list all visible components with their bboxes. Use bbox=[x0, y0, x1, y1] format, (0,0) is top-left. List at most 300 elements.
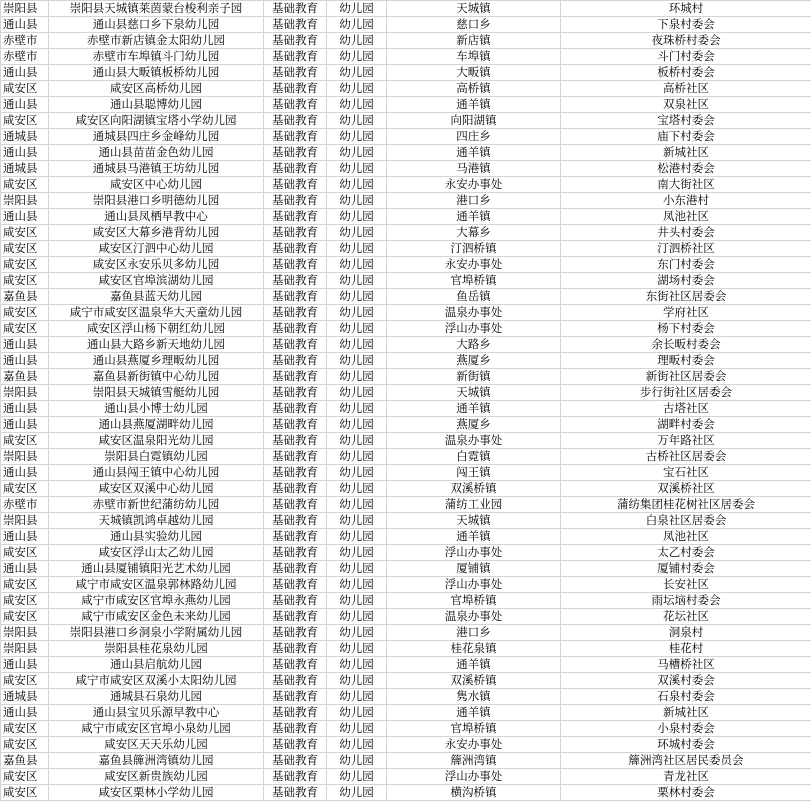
cell-school-name[interactable]: 通城县石泉幼儿园 bbox=[49, 689, 264, 705]
cell-school-name[interactable]: 通山县燕厦湖畔幼儿园 bbox=[49, 417, 264, 433]
cell-community[interactable]: 花坛社区 bbox=[561, 609, 811, 625]
cell-category[interactable]: 基础教育 bbox=[264, 337, 327, 353]
cell-category[interactable]: 基础教育 bbox=[264, 529, 327, 545]
cell-town[interactable]: 浮山办事处 bbox=[387, 321, 561, 337]
cell-community[interactable]: 新城社区 bbox=[561, 705, 811, 721]
cell-school-type[interactable]: 幼儿园 bbox=[327, 209, 387, 225]
cell-school-name[interactable]: 咸安区天天乐幼儿园 bbox=[49, 737, 264, 753]
cell-town[interactable]: 浮山办事处 bbox=[387, 577, 561, 593]
cell-town[interactable]: 车埠镇 bbox=[387, 49, 561, 65]
cell-county[interactable]: 咸安区 bbox=[1, 225, 49, 241]
cell-school-name[interactable]: 咸宁市咸安区温泉华大天童幼儿园 bbox=[49, 305, 264, 321]
cell-school-type[interactable]: 幼儿园 bbox=[327, 257, 387, 273]
cell-county[interactable]: 崇阳县 bbox=[1, 641, 49, 657]
cell-community[interactable]: 栗林村委会 bbox=[561, 785, 811, 801]
cell-community[interactable]: 汀泗桥社区 bbox=[561, 241, 811, 257]
cell-school-name[interactable]: 咸安区中心幼儿园 bbox=[49, 177, 264, 193]
cell-school-type[interactable]: 幼儿园 bbox=[327, 241, 387, 257]
cell-community[interactable]: 双溪村委会 bbox=[561, 673, 811, 689]
cell-county[interactable]: 通山县 bbox=[1, 17, 49, 33]
cell-category[interactable]: 基础教育 bbox=[264, 545, 327, 561]
cell-town[interactable]: 温泉办事处 bbox=[387, 305, 561, 321]
cell-school-type[interactable]: 幼儿园 bbox=[327, 113, 387, 129]
cell-category[interactable]: 基础教育 bbox=[264, 577, 327, 593]
cell-town[interactable]: 官埠桥镇 bbox=[387, 593, 561, 609]
cell-school-type[interactable]: 幼儿园 bbox=[327, 465, 387, 481]
cell-school-type[interactable]: 幼儿园 bbox=[327, 369, 387, 385]
cell-school-type[interactable]: 幼儿园 bbox=[327, 337, 387, 353]
cell-school-name[interactable]: 咸安区温泉阳光幼儿园 bbox=[49, 433, 264, 449]
cell-community[interactable]: 庙下村委会 bbox=[561, 129, 811, 145]
cell-category[interactable]: 基础教育 bbox=[264, 433, 327, 449]
cell-town[interactable]: 港口乡 bbox=[387, 193, 561, 209]
cell-community[interactable]: 南大街社区 bbox=[561, 177, 811, 193]
cell-county[interactable]: 通山县 bbox=[1, 65, 49, 81]
cell-town[interactable]: 向阳湖镇 bbox=[387, 113, 561, 129]
cell-town[interactable]: 燕厦乡 bbox=[387, 417, 561, 433]
cell-town[interactable]: 新店镇 bbox=[387, 33, 561, 49]
cell-school-type[interactable]: 幼儿园 bbox=[327, 17, 387, 33]
cell-school-name[interactable]: 咸宁市咸安区温泉郭林路幼儿园 bbox=[49, 577, 264, 593]
cell-category[interactable]: 基础教育 bbox=[264, 321, 327, 337]
cell-county[interactable]: 嘉鱼县 bbox=[1, 289, 49, 305]
cell-category[interactable]: 基础教育 bbox=[264, 689, 327, 705]
cell-category[interactable]: 基础教育 bbox=[264, 273, 327, 289]
cell-category[interactable]: 基础教育 bbox=[264, 161, 327, 177]
cell-category[interactable]: 基础教育 bbox=[264, 401, 327, 417]
cell-town[interactable]: 双溪桥镇 bbox=[387, 481, 561, 497]
cell-county[interactable]: 咸安区 bbox=[1, 433, 49, 449]
cell-town[interactable]: 马港镇 bbox=[387, 161, 561, 177]
cell-town[interactable]: 白霓镇 bbox=[387, 449, 561, 465]
cell-county[interactable]: 咸安区 bbox=[1, 721, 49, 737]
cell-community[interactable]: 厦铺村委会 bbox=[561, 561, 811, 577]
cell-school-name[interactable]: 通山县大畈镇板桥幼儿园 bbox=[49, 65, 264, 81]
cell-category[interactable]: 基础教育 bbox=[264, 561, 327, 577]
cell-town[interactable]: 温泉办事处 bbox=[387, 609, 561, 625]
cell-town[interactable]: 新街镇 bbox=[387, 369, 561, 385]
cell-school-name[interactable]: 崇阳县港口乡洞泉小学附属幼儿园 bbox=[49, 625, 264, 641]
cell-category[interactable]: 基础教育 bbox=[264, 769, 327, 785]
cell-school-type[interactable]: 幼儿园 bbox=[327, 481, 387, 497]
cell-town[interactable]: 通羊镇 bbox=[387, 529, 561, 545]
cell-town[interactable]: 官埠桥镇 bbox=[387, 721, 561, 737]
cell-school-name[interactable]: 通山县闯王镇中心幼儿园 bbox=[49, 465, 264, 481]
cell-school-name[interactable]: 崇阳县天城镇莱茵蒙台梭利亲子园 bbox=[49, 1, 264, 17]
cell-town[interactable]: 慈口乡 bbox=[387, 17, 561, 33]
cell-county[interactable]: 咸安区 bbox=[1, 241, 49, 257]
cell-school-type[interactable]: 幼儿园 bbox=[327, 545, 387, 561]
cell-county[interactable]: 通山县 bbox=[1, 529, 49, 545]
cell-school-name[interactable]: 咸安区浮山太乙幼儿园 bbox=[49, 545, 264, 561]
cell-school-name[interactable]: 咸宁市咸安区金色未来幼儿园 bbox=[49, 609, 264, 625]
cell-county[interactable]: 咸安区 bbox=[1, 609, 49, 625]
cell-category[interactable]: 基础教育 bbox=[264, 497, 327, 513]
cell-school-type[interactable]: 幼儿园 bbox=[327, 529, 387, 545]
cell-county[interactable]: 咸安区 bbox=[1, 257, 49, 273]
cell-school-name[interactable]: 咸宁市咸安区官埠永燕幼儿园 bbox=[49, 593, 264, 609]
cell-county[interactable]: 咸安区 bbox=[1, 545, 49, 561]
cell-category[interactable]: 基础教育 bbox=[264, 593, 327, 609]
cell-county[interactable]: 咸安区 bbox=[1, 321, 49, 337]
cell-school-name[interactable]: 咸安区向阳湖镇宝塔小学幼儿园 bbox=[49, 113, 264, 129]
cell-community[interactable]: 桂花村 bbox=[561, 641, 811, 657]
cell-category[interactable]: 基础教育 bbox=[264, 737, 327, 753]
cell-category[interactable]: 基础教育 bbox=[264, 785, 327, 801]
cell-community[interactable]: 湖场村委会 bbox=[561, 273, 811, 289]
cell-county[interactable]: 通城县 bbox=[1, 129, 49, 145]
cell-county[interactable]: 赤壁市 bbox=[1, 497, 49, 513]
cell-town[interactable]: 通羊镇 bbox=[387, 145, 561, 161]
cell-category[interactable]: 基础教育 bbox=[264, 353, 327, 369]
cell-town[interactable]: 通羊镇 bbox=[387, 209, 561, 225]
cell-community[interactable]: 环城村 bbox=[561, 1, 811, 17]
cell-county[interactable]: 崇阳县 bbox=[1, 625, 49, 641]
cell-category[interactable]: 基础教育 bbox=[264, 177, 327, 193]
cell-school-type[interactable]: 幼儿园 bbox=[327, 321, 387, 337]
cell-community[interactable]: 新街社区居委会 bbox=[561, 369, 811, 385]
cell-school-type[interactable]: 幼儿园 bbox=[327, 289, 387, 305]
cell-town[interactable]: 高桥镇 bbox=[387, 81, 561, 97]
cell-school-name[interactable]: 咸宁市咸安区双溪小太阳幼儿园 bbox=[49, 673, 264, 689]
cell-category[interactable]: 基础教育 bbox=[264, 241, 327, 257]
cell-school-name[interactable]: 赤壁市新店镇金太阳幼儿园 bbox=[49, 33, 264, 49]
cell-county[interactable]: 崇阳县 bbox=[1, 449, 49, 465]
cell-community[interactable]: 学府社区 bbox=[561, 305, 811, 321]
cell-county[interactable]: 咸安区 bbox=[1, 305, 49, 321]
cell-category[interactable]: 基础教育 bbox=[264, 305, 327, 321]
cell-school-name[interactable]: 通山县大路乡新天地幼儿园 bbox=[49, 337, 264, 353]
cell-category[interactable]: 基础教育 bbox=[264, 609, 327, 625]
cell-town[interactable]: 四庄乡 bbox=[387, 129, 561, 145]
cell-county[interactable]: 咸安区 bbox=[1, 593, 49, 609]
cell-county[interactable]: 咸安区 bbox=[1, 113, 49, 129]
cell-community[interactable]: 石泉村委会 bbox=[561, 689, 811, 705]
cell-school-name[interactable]: 通山县小博士幼儿园 bbox=[49, 401, 264, 417]
cell-community[interactable]: 青龙社区 bbox=[561, 769, 811, 785]
cell-community[interactable]: 白泉社区居委会 bbox=[561, 513, 811, 529]
cell-community[interactable]: 东街社区居委会 bbox=[561, 289, 811, 305]
cell-town[interactable]: 燕厦乡 bbox=[387, 353, 561, 369]
cell-school-name[interactable]: 咸安区大幕乡港背幼儿园 bbox=[49, 225, 264, 241]
cell-school-type[interactable]: 幼儿园 bbox=[327, 33, 387, 49]
cell-community[interactable]: 夜珠桥村委会 bbox=[561, 33, 811, 49]
cell-town[interactable]: 温泉办事处 bbox=[387, 433, 561, 449]
cell-town[interactable]: 浮山办事处 bbox=[387, 545, 561, 561]
cell-community[interactable]: 洞泉村 bbox=[561, 625, 811, 641]
cell-school-name[interactable]: 通山县燕厦乡理畈幼儿园 bbox=[49, 353, 264, 369]
cell-school-name[interactable]: 通山县聪博幼儿园 bbox=[49, 97, 264, 113]
cell-county[interactable]: 咸安区 bbox=[1, 769, 49, 785]
cell-category[interactable]: 基础教育 bbox=[264, 753, 327, 769]
cell-county[interactable]: 通山县 bbox=[1, 145, 49, 161]
cell-category[interactable]: 基础教育 bbox=[264, 481, 327, 497]
cell-school-type[interactable]: 幼儿园 bbox=[327, 385, 387, 401]
cell-category[interactable]: 基础教育 bbox=[264, 225, 327, 241]
cell-town[interactable]: 横沟桥镇 bbox=[387, 785, 561, 801]
cell-school-name[interactable]: 通山县宝贝乐源早教中心 bbox=[49, 705, 264, 721]
cell-county[interactable]: 崇阳县 bbox=[1, 513, 49, 529]
cell-school-name[interactable]: 咸安区官埠滨湖幼儿园 bbox=[49, 273, 264, 289]
cell-community[interactable]: 板桥村委会 bbox=[561, 65, 811, 81]
cell-county[interactable]: 咸安区 bbox=[1, 577, 49, 593]
cell-school-type[interactable]: 幼儿园 bbox=[327, 721, 387, 737]
cell-county[interactable]: 通山县 bbox=[1, 353, 49, 369]
cell-community[interactable]: 杨下村委会 bbox=[561, 321, 811, 337]
cell-community[interactable]: 松港村委会 bbox=[561, 161, 811, 177]
cell-community[interactable]: 雨坛垴村委会 bbox=[561, 593, 811, 609]
cell-category[interactable]: 基础教育 bbox=[264, 145, 327, 161]
cell-school-type[interactable]: 幼儿园 bbox=[327, 193, 387, 209]
cell-community[interactable]: 湖畔村委会 bbox=[561, 417, 811, 433]
cell-county[interactable]: 通山县 bbox=[1, 465, 49, 481]
cell-county[interactable]: 咸安区 bbox=[1, 785, 49, 801]
cell-community[interactable]: 井头村委会 bbox=[561, 225, 811, 241]
cell-school-name[interactable]: 赤壁市车埠镇斗门幼儿园 bbox=[49, 49, 264, 65]
cell-town[interactable]: 官埠桥镇 bbox=[387, 273, 561, 289]
cell-school-type[interactable]: 幼儿园 bbox=[327, 497, 387, 513]
cell-school-type[interactable]: 幼儿园 bbox=[327, 353, 387, 369]
cell-school-name[interactable]: 赤壁市新世纪蒲纺幼儿园 bbox=[49, 497, 264, 513]
cell-town[interactable]: 永安办事处 bbox=[387, 257, 561, 273]
cell-category[interactable]: 基础教育 bbox=[264, 129, 327, 145]
cell-category[interactable]: 基础教育 bbox=[264, 673, 327, 689]
cell-community[interactable]: 宝塔村委会 bbox=[561, 113, 811, 129]
cell-category[interactable]: 基础教育 bbox=[264, 97, 327, 113]
cell-school-name[interactable]: 咸安区双溪中心幼儿园 bbox=[49, 481, 264, 497]
cell-school-type[interactable]: 幼儿园 bbox=[327, 705, 387, 721]
cell-town[interactable]: 闯王镇 bbox=[387, 465, 561, 481]
cell-community[interactable]: 长安社区 bbox=[561, 577, 811, 593]
cell-town[interactable]: 桂花泉镇 bbox=[387, 641, 561, 657]
cell-county[interactable]: 咸安区 bbox=[1, 81, 49, 97]
cell-category[interactable]: 基础教育 bbox=[264, 449, 327, 465]
cell-school-name[interactable]: 崇阳县桂花泉幼儿园 bbox=[49, 641, 264, 657]
cell-school-type[interactable]: 幼儿园 bbox=[327, 177, 387, 193]
cell-town[interactable]: 天城镇 bbox=[387, 513, 561, 529]
cell-school-type[interactable]: 幼儿园 bbox=[327, 577, 387, 593]
cell-school-name[interactable]: 嘉鱼县簰洲湾镇幼儿园 bbox=[49, 753, 264, 769]
cell-category[interactable]: 基础教育 bbox=[264, 257, 327, 273]
cell-school-name[interactable]: 通山县厦铺镇阳光艺术幼儿园 bbox=[49, 561, 264, 577]
cell-school-type[interactable]: 幼儿园 bbox=[327, 593, 387, 609]
cell-town[interactable]: 蒲纺工业园 bbox=[387, 497, 561, 513]
cell-category[interactable]: 基础教育 bbox=[264, 641, 327, 657]
cell-county[interactable]: 通城县 bbox=[1, 689, 49, 705]
cell-town[interactable]: 鱼岳镇 bbox=[387, 289, 561, 305]
cell-category[interactable]: 基础教育 bbox=[264, 465, 327, 481]
cell-category[interactable]: 基础教育 bbox=[264, 33, 327, 49]
cell-county[interactable]: 通山县 bbox=[1, 705, 49, 721]
cell-community[interactable]: 环城村委会 bbox=[561, 737, 811, 753]
cell-category[interactable]: 基础教育 bbox=[264, 513, 327, 529]
cell-school-type[interactable]: 幼儿园 bbox=[327, 513, 387, 529]
cell-community[interactable]: 蒲纺集团桂花树社区居委会 bbox=[561, 497, 811, 513]
cell-town[interactable]: 隽水镇 bbox=[387, 689, 561, 705]
cell-school-type[interactable]: 幼儿园 bbox=[327, 641, 387, 657]
cell-town[interactable]: 天城镇 bbox=[387, 385, 561, 401]
cell-category[interactable]: 基础教育 bbox=[264, 289, 327, 305]
cell-county[interactable]: 通山县 bbox=[1, 209, 49, 225]
cell-school-name[interactable]: 通山县慈口乡下泉幼儿园 bbox=[49, 17, 264, 33]
cell-county[interactable]: 赤壁市 bbox=[1, 49, 49, 65]
cell-category[interactable]: 基础教育 bbox=[264, 17, 327, 33]
cell-town[interactable]: 通羊镇 bbox=[387, 657, 561, 673]
cell-school-name[interactable]: 咸安区栗林小学幼儿园 bbox=[49, 785, 264, 801]
cell-county[interactable]: 通城县 bbox=[1, 161, 49, 177]
cell-category[interactable]: 基础教育 bbox=[264, 385, 327, 401]
cell-town[interactable]: 大畈镇 bbox=[387, 65, 561, 81]
cell-county[interactable]: 通山县 bbox=[1, 401, 49, 417]
cell-county[interactable]: 赤壁市 bbox=[1, 33, 49, 49]
cell-school-name[interactable]: 崇阳县白霓镇幼儿园 bbox=[49, 449, 264, 465]
cell-county[interactable]: 崇阳县 bbox=[1, 1, 49, 17]
cell-school-type[interactable]: 幼儿园 bbox=[327, 1, 387, 17]
cell-community[interactable]: 下泉村委会 bbox=[561, 17, 811, 33]
cell-community[interactable]: 凤池社区 bbox=[561, 529, 811, 545]
cell-school-type[interactable]: 幼儿园 bbox=[327, 81, 387, 97]
cell-school-name[interactable]: 嘉鱼县蓝天幼儿园 bbox=[49, 289, 264, 305]
cell-school-type[interactable]: 幼儿园 bbox=[327, 753, 387, 769]
cell-community[interactable]: 古塔社区 bbox=[561, 401, 811, 417]
cell-community[interactable]: 万年路社区 bbox=[561, 433, 811, 449]
cell-county[interactable]: 崇阳县 bbox=[1, 193, 49, 209]
cell-county[interactable]: 通山县 bbox=[1, 561, 49, 577]
cell-community[interactable]: 新城社区 bbox=[561, 145, 811, 161]
cell-school-type[interactable]: 幼儿园 bbox=[327, 273, 387, 289]
cell-school-type[interactable]: 幼儿园 bbox=[327, 433, 387, 449]
cell-town[interactable]: 港口乡 bbox=[387, 625, 561, 641]
cell-category[interactable]: 基础教育 bbox=[264, 1, 327, 17]
cell-school-type[interactable]: 幼儿园 bbox=[327, 673, 387, 689]
cell-town[interactable]: 双溪桥镇 bbox=[387, 673, 561, 689]
cell-town[interactable]: 永安办事处 bbox=[387, 177, 561, 193]
cell-town[interactable]: 永安办事处 bbox=[387, 737, 561, 753]
cell-category[interactable]: 基础教育 bbox=[264, 721, 327, 737]
cell-school-type[interactable]: 幼儿园 bbox=[327, 769, 387, 785]
cell-school-type[interactable]: 幼儿园 bbox=[327, 65, 387, 81]
cell-school-name[interactable]: 咸安区新贵族幼儿园 bbox=[49, 769, 264, 785]
cell-school-type[interactable]: 幼儿园 bbox=[327, 305, 387, 321]
cell-category[interactable]: 基础教育 bbox=[264, 625, 327, 641]
cell-school-type[interactable]: 幼儿园 bbox=[327, 449, 387, 465]
cell-community[interactable]: 高桥社区 bbox=[561, 81, 811, 97]
cell-town[interactable]: 大幕乡 bbox=[387, 225, 561, 241]
cell-school-name[interactable]: 通山县凤栖早教中心 bbox=[49, 209, 264, 225]
cell-school-type[interactable]: 幼儿园 bbox=[327, 401, 387, 417]
cell-county[interactable]: 嘉鱼县 bbox=[1, 369, 49, 385]
cell-county[interactable]: 通山县 bbox=[1, 97, 49, 113]
cell-school-type[interactable]: 幼儿园 bbox=[327, 737, 387, 753]
cell-school-type[interactable]: 幼儿园 bbox=[327, 49, 387, 65]
cell-category[interactable]: 基础教育 bbox=[264, 65, 327, 81]
cell-school-name[interactable]: 咸安区永安乐贝多幼儿园 bbox=[49, 257, 264, 273]
cell-community[interactable]: 簰洲湾社区居民委员会 bbox=[561, 753, 811, 769]
cell-community[interactable]: 双泉社区 bbox=[561, 97, 811, 113]
cell-category[interactable]: 基础教育 bbox=[264, 657, 327, 673]
cell-school-name[interactable]: 咸安区浮山杨下朝红幼儿园 bbox=[49, 321, 264, 337]
cell-community[interactable]: 小泉村委会 bbox=[561, 721, 811, 737]
cell-county[interactable]: 咸安区 bbox=[1, 273, 49, 289]
cell-community[interactable]: 理畈村委会 bbox=[561, 353, 811, 369]
cell-county[interactable]: 通山县 bbox=[1, 417, 49, 433]
cell-county[interactable]: 咸安区 bbox=[1, 177, 49, 193]
cell-school-type[interactable]: 幼儿园 bbox=[327, 561, 387, 577]
cell-school-type[interactable]: 幼儿园 bbox=[327, 97, 387, 113]
cell-category[interactable]: 基础教育 bbox=[264, 369, 327, 385]
cell-category[interactable]: 基础教育 bbox=[264, 417, 327, 433]
cell-town[interactable]: 通羊镇 bbox=[387, 97, 561, 113]
cell-community[interactable]: 东门村委会 bbox=[561, 257, 811, 273]
cell-county[interactable]: 嘉鱼县 bbox=[1, 753, 49, 769]
cell-community[interactable]: 宝石社区 bbox=[561, 465, 811, 481]
cell-school-type[interactable]: 幼儿园 bbox=[327, 689, 387, 705]
cell-school-name[interactable]: 崇阳县港口乡明德幼儿园 bbox=[49, 193, 264, 209]
cell-school-name[interactable]: 崇阳县天城镇雪艇幼儿园 bbox=[49, 385, 264, 401]
cell-school-name[interactable]: 通山县苗苗金色幼儿园 bbox=[49, 145, 264, 161]
cell-community[interactable]: 太乙村委会 bbox=[561, 545, 811, 561]
cell-category[interactable]: 基础教育 bbox=[264, 209, 327, 225]
cell-community[interactable]: 古桥社区居委会 bbox=[561, 449, 811, 465]
cell-town[interactable]: 大路乡 bbox=[387, 337, 561, 353]
cell-county[interactable]: 通山县 bbox=[1, 337, 49, 353]
cell-community[interactable]: 双溪桥社区 bbox=[561, 481, 811, 497]
cell-school-type[interactable]: 幼儿园 bbox=[327, 417, 387, 433]
cell-school-name[interactable]: 咸安区高桥幼儿园 bbox=[49, 81, 264, 97]
cell-school-name[interactable]: 天城镇凯鸿卓越幼儿园 bbox=[49, 513, 264, 529]
cell-school-type[interactable]: 幼儿园 bbox=[327, 657, 387, 673]
cell-town[interactable]: 通羊镇 bbox=[387, 401, 561, 417]
cell-community[interactable]: 小东港村 bbox=[561, 193, 811, 209]
cell-community[interactable]: 余长畈村委会 bbox=[561, 337, 811, 353]
cell-county[interactable]: 崇阳县 bbox=[1, 385, 49, 401]
cell-community[interactable]: 斗门村委会 bbox=[561, 49, 811, 65]
cell-town[interactable]: 通羊镇 bbox=[387, 705, 561, 721]
cell-school-type[interactable]: 幼儿园 bbox=[327, 145, 387, 161]
cell-school-name[interactable]: 通山县启航幼儿园 bbox=[49, 657, 264, 673]
cell-category[interactable]: 基础教育 bbox=[264, 705, 327, 721]
cell-school-name[interactable]: 通山县实验幼儿园 bbox=[49, 529, 264, 545]
cell-category[interactable]: 基础教育 bbox=[264, 49, 327, 65]
cell-school-name[interactable]: 咸宁市咸安区官埠小泉幼儿园 bbox=[49, 721, 264, 737]
cell-school-name[interactable]: 咸安区汀泗中心幼儿园 bbox=[49, 241, 264, 257]
cell-category[interactable]: 基础教育 bbox=[264, 113, 327, 129]
cell-category[interactable]: 基础教育 bbox=[264, 193, 327, 209]
cell-town[interactable]: 厦铺镇 bbox=[387, 561, 561, 577]
cell-school-name[interactable]: 嘉鱼县新街镇中心幼儿园 bbox=[49, 369, 264, 385]
cell-school-name[interactable]: 通城县四庄乡金峰幼儿园 bbox=[49, 129, 264, 145]
cell-category[interactable]: 基础教育 bbox=[264, 81, 327, 97]
cell-school-type[interactable]: 幼儿园 bbox=[327, 161, 387, 177]
cell-community[interactable]: 凤池社区 bbox=[561, 209, 811, 225]
cell-town[interactable]: 汀泗桥镇 bbox=[387, 241, 561, 257]
cell-county[interactable]: 咸安区 bbox=[1, 737, 49, 753]
cell-school-type[interactable]: 幼儿园 bbox=[327, 129, 387, 145]
cell-town[interactable]: 浮山办事处 bbox=[387, 769, 561, 785]
cell-community[interactable]: 马槽桥社区 bbox=[561, 657, 811, 673]
cell-town[interactable]: 天城镇 bbox=[387, 1, 561, 17]
cell-school-type[interactable]: 幼儿园 bbox=[327, 225, 387, 241]
cell-county[interactable]: 咸安区 bbox=[1, 673, 49, 689]
cell-county[interactable]: 通山县 bbox=[1, 657, 49, 673]
cell-community[interactable]: 步行街社区居委会 bbox=[561, 385, 811, 401]
cell-county[interactable]: 咸安区 bbox=[1, 481, 49, 497]
cell-school-type[interactable]: 幼儿园 bbox=[327, 625, 387, 641]
cell-school-type[interactable]: 幼儿园 bbox=[327, 609, 387, 625]
cell-town[interactable]: 簰洲湾镇 bbox=[387, 753, 561, 769]
cell-school-type[interactable]: 幼儿园 bbox=[327, 785, 387, 801]
cell-school-name[interactable]: 通城县马港镇王坊幼儿园 bbox=[49, 161, 264, 177]
